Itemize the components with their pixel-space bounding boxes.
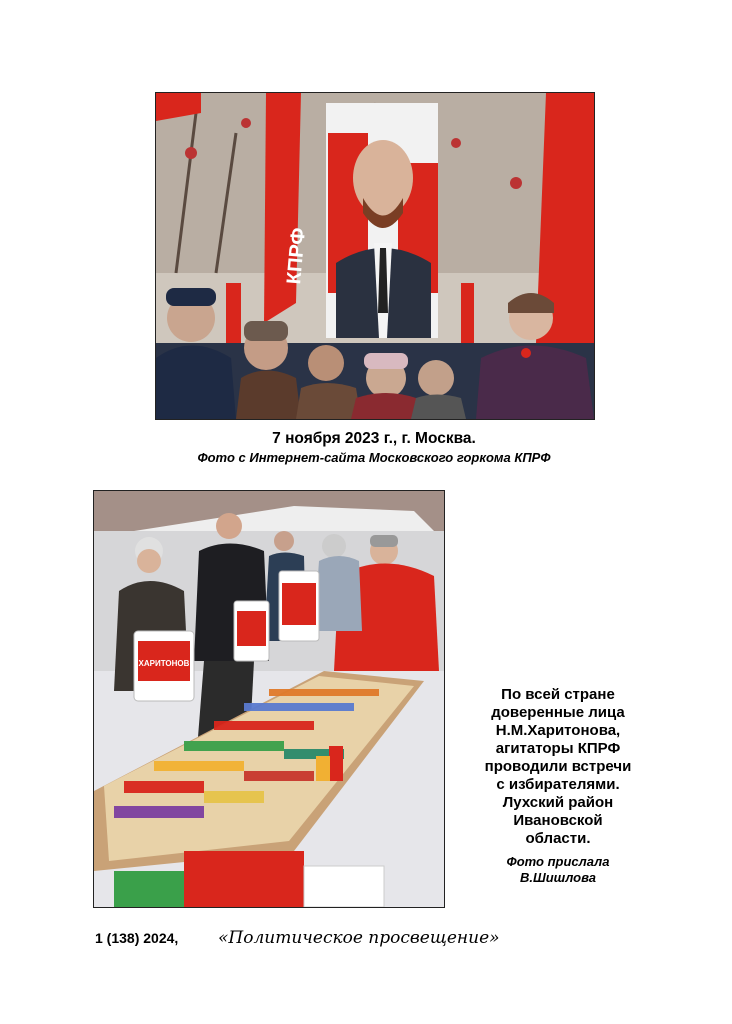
top-photo-caption: 7 ноября 2023 г., г. Москва. (272, 430, 476, 447)
rally-photo-image (156, 93, 594, 419)
issue-number: 1 (138) 2024, (95, 930, 179, 946)
bottom-photo-credit: Фото прислала В.Шишлова (506, 854, 610, 885)
rally-photo (155, 92, 595, 420)
market-photo (93, 490, 445, 908)
market-photo-image (94, 491, 444, 907)
bag-text: ХАРИТОНОВ (138, 659, 190, 668)
magazine-title: «Политическое просвещение» (218, 928, 500, 948)
top-photo-credit: Фото с Интернет-сайта Московского горкома КПРФ (197, 450, 551, 465)
bottom-photo-caption: По всей стране доверенные лица Н.М.Харитонова, агитаторы КПРФ проводили встречи с избирателями. Лухский район Ивановской области. (484, 686, 632, 847)
flag-text: КПРФ (283, 226, 310, 286)
